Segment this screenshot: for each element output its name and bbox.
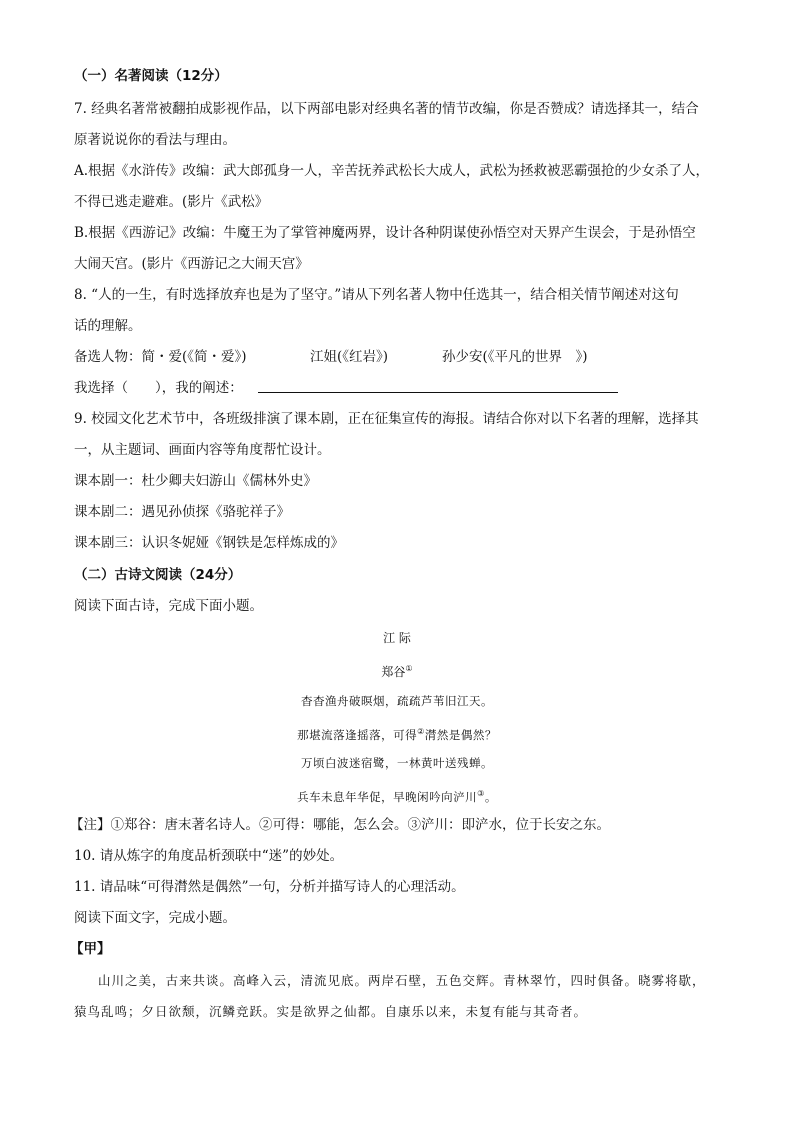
q7-text-line2: 原著说说你的看法与理由。	[74, 132, 236, 148]
q7-option-b-line2: 大闹天宫。(影片《西游记之大闹天宫》	[74, 256, 309, 272]
q8-candidates	[74, 347, 714, 367]
q9-text-line1: 9. 校园文化艺术节中，各班级排演了课本剧，正在征集宣传的海报。请结合你对以下名著的理解，选择其	[74, 411, 699, 427]
note-mark-2: ②	[417, 727, 425, 736]
section1-title: （一）名著阅读（12分）	[74, 68, 228, 84]
passage-jia-line1: 山川之美，古来共谈。高峰入云，清流见底。两岸石壁，五色交辉。青林翠竹，四时俱备。晓雾将歇，	[98, 973, 706, 988]
poem-line-2-a: 那堪流落逢摇落，可得	[297, 727, 418, 742]
section2-title: （二）古诗文阅读（24分）	[74, 567, 242, 583]
q9-text-line2: 一，从主题词、画面内容等角度帮忙设计。	[74, 442, 331, 458]
play-3: 课本剧三：认识冬妮娅《钢铁是怎样炼成的》	[74, 535, 344, 551]
q7-option-a-line1: A.根据《水浒传》改编：武大郎孤身一人，辛苦抚养武松长大成人，武松为拯救被恶霸强抢的少女杀了人，	[74, 163, 710, 179]
candidate-3: 孙少安(《平凡的世界 》)	[442, 349, 588, 365]
poem-line-2-b: 潸然是偶然？	[424, 727, 497, 742]
poem-title: 江 际	[383, 631, 411, 645]
play-2: 课本剧二：遇见孙侦探《骆驼祥子》	[74, 504, 290, 520]
note-mark-3: ③	[477, 789, 485, 798]
q7-option-a-line2: 不得已逃走避难。(影片《武松》	[74, 194, 269, 210]
poem-instruction: 阅读下面古诗，完成下面小题。	[74, 598, 263, 614]
q8-text-line2: 话的理解。	[74, 318, 142, 334]
poem-author	[0, 659, 794, 682]
poem-note: 【注】①郑谷：唐末著名诗人。②可得：哪能，怎么会。③浐川：即浐水，位于长安之东。	[70, 817, 610, 833]
author-name: 郑谷	[381, 665, 406, 679]
poem-line-3: 万顷白波迷宿鹭，一林黄叶送残蝉。	[301, 756, 493, 770]
play-1: 课本剧一：杜少卿夫妇游山《儒林外史》	[74, 473, 317, 489]
passage-jia-line2: 猿鸟乱鸣；夕日欲颓，沉鳞竞跃。实是欲界之仙都。自康乐以来，未复有能与其奇者。	[74, 1004, 588, 1019]
q7-text-line1: 7. 经典名著常被翻拍成影视作品，以下两部电影对经典名著的情节改编，你是否赞成？请选择其一，结合	[74, 101, 699, 117]
passage-instruction: 阅读下面文字，完成小题。	[74, 910, 236, 926]
answer-blank-line	[258, 392, 618, 393]
q8-text-line1: 8. “人的一生，有时选择放弃也是为了坚守。”请从下列名著人物中任选其一，结合相关情节阐述对这句	[74, 287, 679, 303]
q7-option-b-line1: B.根据《西游记》改编：牛魔王为了掌管神魔两界，设计各种阴谋使孙悟空对天界产生误会，于是孙悟空	[74, 225, 696, 241]
poem-line-1: 杳杳渔舟破暝烟，疏疏芦苇旧江天。	[301, 694, 493, 708]
q11-text: 11. 请品味“可得潸然是偶然”一句，分析并描写诗人的心理活动。	[74, 879, 465, 895]
poem-line-2	[0, 722, 794, 745]
poem-line-4	[0, 784, 794, 807]
poem-line-4-a: 兵车未息年华促，早晚闲吟向浐川	[297, 789, 478, 804]
poem-line-4-b: 。	[484, 789, 497, 804]
q8-choose-line: 我选择（ ），我的阐述：	[74, 380, 243, 396]
author-note-mark: ①	[405, 664, 413, 673]
candidate-2: 江姐(《红岩》)	[310, 349, 389, 365]
candidate-1: 备选人物：简・爱(《简・爱》)	[74, 349, 247, 365]
q10-text: 10. 请从炼字的角度品析颈联中“迷”的妙处。	[74, 848, 344, 864]
passage-jia-label: 【甲】	[70, 941, 111, 957]
